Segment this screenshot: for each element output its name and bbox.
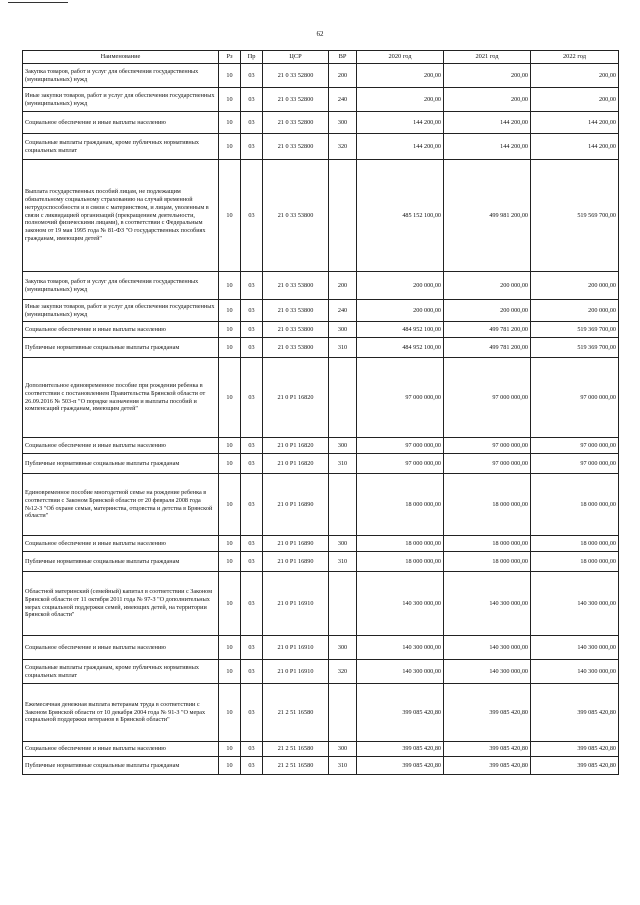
table-row [23,474,619,536]
table-row [23,742,619,757]
cell-2022: 97 000 000,00 [531,438,619,454]
cell-2021: 200,00 [444,64,531,88]
cell-2021: 97 000 000,00 [444,358,531,438]
cell-vr: 320 [329,660,357,684]
cell-name: Областной материнский (семейный) капитал в соответствии с Законом Брянской области от 11 октября 2011 года № 97-З "О дополнительных мерах социальной поддержки семей, имеющих детей, на территории Брянской области" [23,572,219,636]
table-row [23,88,619,112]
cell-2022: 144 200,00 [531,112,619,134]
cell-name: Социальное обеспечение и иные выплаты населению [23,742,219,757]
cell-vr: 320 [329,134,357,160]
cell-2022: 140 300 000,00 [531,636,619,660]
cell-rz: 10 [219,636,241,660]
cell-2021: 140 300 000,00 [444,660,531,684]
table-row [23,636,619,660]
cell-2022: 200,00 [531,88,619,112]
cell-pr: 03 [241,322,263,338]
cell-pr: 03 [241,474,263,536]
cell-pr: 03 [241,88,263,112]
cell-2022: 399 085 420,80 [531,757,619,775]
cell-pr: 03 [241,112,263,134]
cell-rz: 10 [219,322,241,338]
cell-pr: 03 [241,272,263,300]
cell-2022: 519 569 700,00 [531,160,619,272]
cell-2020: 200 000,00 [357,300,444,322]
cell-vr: 300 [329,636,357,660]
cell-2022: 200,00 [531,64,619,88]
cell-name: Дополнительное единовременное пособие при рождении ребенка в соответствии с постановлением Правительства Брянской области от 26.09.2016 № 503-п "О порядке назначения и выплаты пособий и компенсаций гражданам, имеющим детей" [23,358,219,438]
cell-pr: 03 [241,636,263,660]
cell-2021: 144 200,00 [444,134,531,160]
table-row [23,660,619,684]
cell-vr [329,572,357,636]
cell-2021: 399 085 420,80 [444,742,531,757]
cell-2020: 18 000 000,00 [357,552,444,572]
cell-2020: 399 085 420,80 [357,757,444,775]
cell-rz: 10 [219,536,241,552]
cell-vr: 200 [329,272,357,300]
table-row [23,112,619,134]
cell-2021: 140 300 000,00 [444,636,531,660]
scan-edge-mark [8,2,68,3]
cell-rz: 10 [219,454,241,474]
cell-vr [329,474,357,536]
cell-vr [329,358,357,438]
cell-name: Закупка товаров, работ и услуг для обеспечения государственных (муниципальных) нужд [23,64,219,88]
cell-2021: 18 000 000,00 [444,536,531,552]
table-row [23,757,619,775]
cell-name: Единовременное пособие многодетной семье на рождение ребенка в соответствии с Законом Брянской области от 20 февраля 2008 года №12-З "Об охране семьи, материнства, отцовства и детства в Брянской области" [23,474,219,536]
cell-rz: 10 [219,684,241,742]
cell-pr: 03 [241,160,263,272]
header-2020: 2020 год [357,51,444,64]
table-row [23,322,619,338]
cell-vr [329,160,357,272]
cell-2022: 399 085 420,80 [531,742,619,757]
cell-2020: 144 200,00 [357,134,444,160]
cell-rz: 10 [219,112,241,134]
cell-2020: 140 300 000,00 [357,660,444,684]
cell-name: Публичные нормативные социальные выплаты гражданам [23,338,219,358]
cell-rz: 10 [219,552,241,572]
cell-name: Публичные нормативные социальные выплаты гражданам [23,757,219,775]
table-body [23,64,619,775]
cell-pr: 03 [241,438,263,454]
cell-name: Социальное обеспечение и иные выплаты населению [23,322,219,338]
cell-csr: 21 0 33 53800 [263,322,329,338]
cell-2022: 97 000 000,00 [531,358,619,438]
cell-pr: 03 [241,660,263,684]
cell-2022: 97 000 000,00 [531,454,619,474]
cell-2020: 200,00 [357,88,444,112]
budget-table [22,50,619,775]
cell-name: Иные закупки товаров, работ и услуг для обеспечения государственных (муниципальных) нужд [23,300,219,322]
cell-name: Иные закупки товаров, работ и услуг для обеспечения государственных (муниципальных) нужд [23,88,219,112]
cell-csr: 21 0 P1 16910 [263,660,329,684]
cell-rz: 10 [219,572,241,636]
cell-vr: 300 [329,742,357,757]
cell-vr [329,684,357,742]
cell-rz: 10 [219,742,241,757]
cell-name: Выплата государственных пособий лицам, не подлежащим обязательному социальному страхованию на случай временной нетрудоспособности и в связи с материнством, и лицам, уволенным в связи с ликвидацией организаций (прекращением деятельности, полномочий физическими лицами), в соответствии с Федеральным законом от 19 мая 1995 года № 81-ФЗ "О государственных пособиях гражданам, имеющим детей" [23,160,219,272]
cell-vr: 300 [329,536,357,552]
header-rz: Рз [219,51,241,64]
cell-csr: 21 0 33 53800 [263,338,329,358]
cell-2020: 18 000 000,00 [357,474,444,536]
cell-2022: 399 085 420,80 [531,684,619,742]
cell-rz: 10 [219,757,241,775]
cell-2021: 140 300 000,00 [444,572,531,636]
cell-2022: 18 000 000,00 [531,474,619,536]
cell-2020: 200 000,00 [357,272,444,300]
cell-pr: 03 [241,757,263,775]
cell-2022: 140 300 000,00 [531,660,619,684]
cell-csr: 21 0 P1 16890 [263,474,329,536]
cell-vr: 300 [329,438,357,454]
cell-2020: 399 085 420,80 [357,742,444,757]
cell-name: Социальные выплаты гражданам, кроме публичных нормативных социальных выплат [23,134,219,160]
cell-name: Публичные нормативные социальные выплаты гражданам [23,552,219,572]
cell-2021: 399 085 420,80 [444,684,531,742]
header-vr: ВР [329,51,357,64]
cell-name: Закупка товаров, работ и услуг для обеспечения государственных (муниципальных) нужд [23,272,219,300]
cell-2020: 140 300 000,00 [357,572,444,636]
cell-rz: 10 [219,134,241,160]
cell-2021: 399 085 420,80 [444,757,531,775]
cell-pr: 03 [241,742,263,757]
table-row [23,300,619,322]
header-csr: ЦСР [263,51,329,64]
cell-vr: 310 [329,454,357,474]
cell-2021: 200,00 [444,88,531,112]
cell-pr: 03 [241,454,263,474]
cell-vr: 310 [329,757,357,775]
table-row [23,134,619,160]
cell-pr: 03 [241,552,263,572]
cell-csr: 21 0 33 53800 [263,272,329,300]
table-header-row [23,51,619,64]
cell-csr: 21 0 P1 16820 [263,454,329,474]
cell-rz: 10 [219,338,241,358]
table-row [23,358,619,438]
header-2021: 2021 год [444,51,531,64]
cell-pr: 03 [241,300,263,322]
cell-name: Социальное обеспечение и иные выплаты населению [23,636,219,660]
cell-rz: 10 [219,474,241,536]
cell-2021: 499 981 200,00 [444,160,531,272]
cell-pr: 03 [241,358,263,438]
cell-pr: 03 [241,536,263,552]
cell-rz: 10 [219,300,241,322]
cell-pr: 03 [241,64,263,88]
cell-2020: 485 152 100,00 [357,160,444,272]
header-name: Наименование [23,51,219,64]
cell-csr: 21 0 P1 16820 [263,438,329,454]
cell-csr: 21 2 51 16580 [263,742,329,757]
cell-2021: 18 000 000,00 [444,474,531,536]
cell-2022: 200 000,00 [531,300,619,322]
table-row [23,64,619,88]
cell-csr: 21 0 P1 16910 [263,572,329,636]
table-row [23,272,619,300]
cell-2020: 484 952 100,00 [357,338,444,358]
cell-2022: 18 000 000,00 [531,552,619,572]
table-row [23,552,619,572]
cell-name: Ежемесячная денежная выплата ветеранам труда в соответствии с Законом Брянской области от 10 декабря 2004 года № 91-З "О мерах социальной поддержки ветеранов в Брянской области" [23,684,219,742]
cell-rz: 10 [219,88,241,112]
cell-csr: 21 2 51 16580 [263,757,329,775]
cell-csr: 21 0 33 52800 [263,134,329,160]
cell-pr: 03 [241,134,263,160]
cell-2020: 144 200,00 [357,112,444,134]
cell-2022: 519 369 700,00 [531,322,619,338]
cell-2020: 399 085 420,80 [357,684,444,742]
cell-csr: 21 0 P1 16910 [263,636,329,660]
cell-2022: 140 300 000,00 [531,572,619,636]
cell-pr: 03 [241,684,263,742]
cell-pr: 03 [241,338,263,358]
table-row [23,684,619,742]
cell-csr: 21 0 33 53800 [263,160,329,272]
table-row [23,438,619,454]
cell-2021: 499 781 200,00 [444,338,531,358]
cell-name: Социальные выплаты гражданам, кроме публичных нормативных социальных выплат [23,660,219,684]
cell-2022: 519 369 700,00 [531,338,619,358]
table-row [23,572,619,636]
cell-rz: 10 [219,358,241,438]
table-row [23,454,619,474]
cell-2020: 484 952 100,00 [357,322,444,338]
table-row [23,338,619,358]
cell-rz: 10 [219,64,241,88]
cell-2021: 18 000 000,00 [444,552,531,572]
cell-2021: 200 000,00 [444,272,531,300]
cell-2021: 144 200,00 [444,112,531,134]
cell-2020: 97 000 000,00 [357,454,444,474]
cell-rz: 10 [219,160,241,272]
cell-rz: 10 [219,272,241,300]
cell-2022: 144 200,00 [531,134,619,160]
header-pr: Пр [241,51,263,64]
header-2022: 2022 год [531,51,619,64]
cell-vr: 240 [329,300,357,322]
table-row [23,160,619,272]
cell-vr: 310 [329,338,357,358]
cell-csr: 21 0 33 53800 [263,300,329,322]
cell-2020: 200,00 [357,64,444,88]
cell-name: Социальное обеспечение и иные выплаты населению [23,438,219,454]
cell-name: Социальное обеспечение и иные выплаты населению [23,112,219,134]
cell-rz: 10 [219,438,241,454]
cell-vr: 300 [329,322,357,338]
cell-2021: 200 000,00 [444,300,531,322]
cell-csr: 21 0 P1 16820 [263,358,329,438]
cell-vr: 200 [329,64,357,88]
cell-vr: 310 [329,552,357,572]
cell-vr: 240 [329,88,357,112]
cell-2020: 97 000 000,00 [357,438,444,454]
cell-2020: 18 000 000,00 [357,536,444,552]
cell-rz: 10 [219,660,241,684]
cell-pr: 03 [241,572,263,636]
cell-2021: 97 000 000,00 [444,454,531,474]
cell-vr: 300 [329,112,357,134]
cell-2022: 200 000,00 [531,272,619,300]
page-number: 62 [316,30,324,38]
cell-name: Социальное обеспечение и иные выплаты населению [23,536,219,552]
cell-2021: 499 781 200,00 [444,322,531,338]
cell-csr: 21 0 P1 16890 [263,536,329,552]
cell-csr: 21 0 33 52800 [263,88,329,112]
cell-2021: 97 000 000,00 [444,438,531,454]
cell-csr: 21 2 51 16580 [263,684,329,742]
cell-csr: 21 0 33 52800 [263,112,329,134]
cell-2022: 18 000 000,00 [531,536,619,552]
cell-csr: 21 0 33 52800 [263,64,329,88]
cell-2020: 140 300 000,00 [357,636,444,660]
cell-name: Публичные нормативные социальные выплаты гражданам [23,454,219,474]
cell-2020: 97 000 000,00 [357,358,444,438]
table-row [23,536,619,552]
cell-csr: 21 0 P1 16890 [263,552,329,572]
